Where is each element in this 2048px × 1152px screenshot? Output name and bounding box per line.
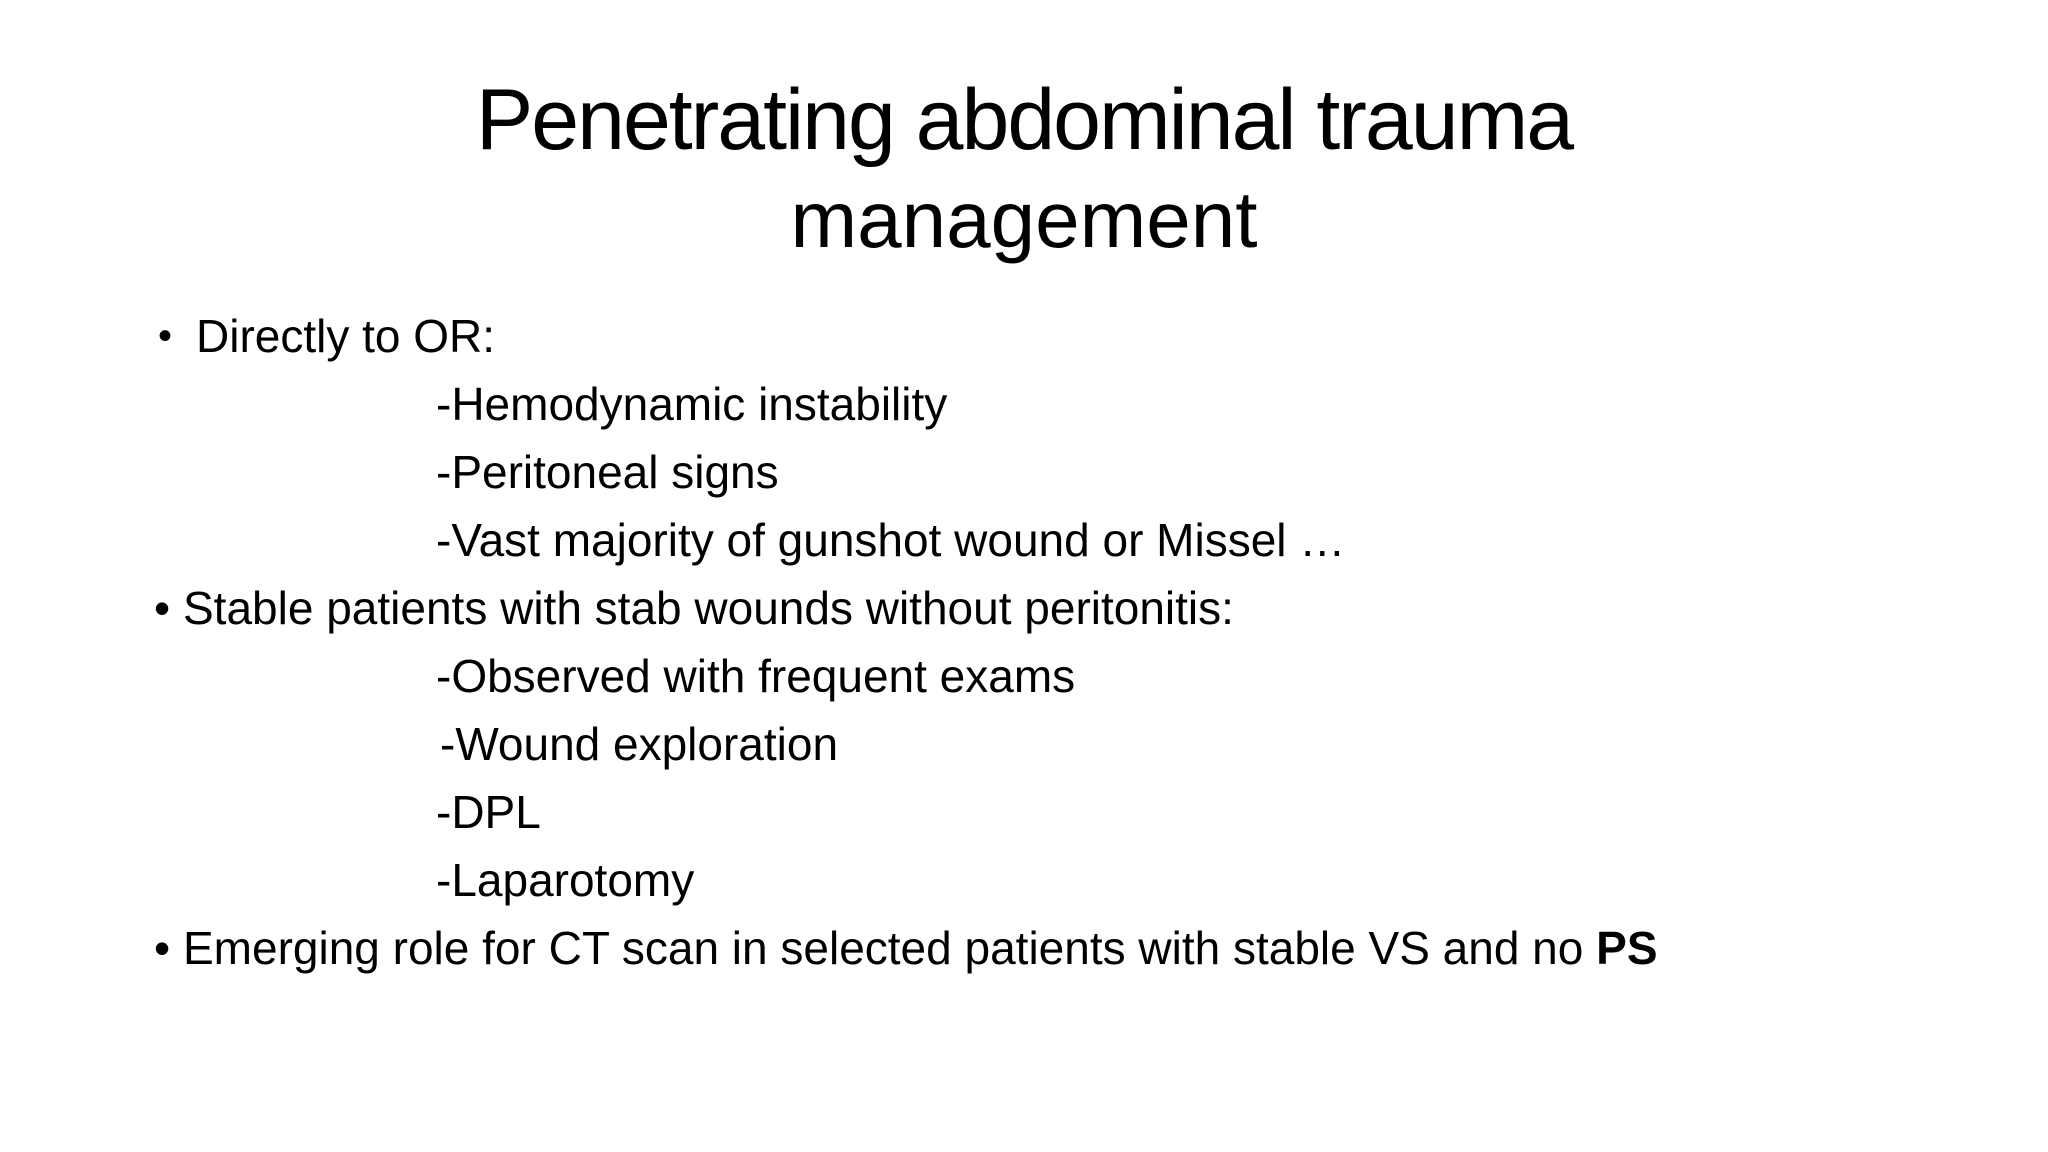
sub-item-laparotomy: -Laparotomy — [436, 854, 695, 906]
bullet-dot: • — [154, 582, 171, 634]
bullet-dot: • — [154, 922, 171, 974]
sub-item-dpl: -DPL — [436, 786, 541, 838]
sub-item-hemodynamic: -Hemodynamic instability — [436, 378, 948, 430]
ps-abbreviation: PS — [1596, 922, 1658, 974]
bullet-directly-to-or: Directly to OR: — [196, 310, 496, 362]
bullet-stable-patients: Stable patients with stab wounds without peritonitis: — [183, 582, 1234, 634]
sub-item-wound-exploration: -Wound exploration — [440, 718, 839, 770]
bullet-emerging-role-text: Emerging role for CT scan in selected patients with stable VS and no — [183, 922, 1597, 974]
sub-item-peritoneal: -Peritoneal signs — [436, 446, 779, 498]
bullet-emerging-role — [183, 920, 1658, 976]
slide-title: Penetrating abdominal trauma — [475, 72, 1573, 168]
sub-item-observed: -Observed with frequent exams — [436, 650, 1076, 702]
bullet-dot: • — [158, 314, 173, 358]
slide-subtitle: management — [790, 175, 1258, 264]
sub-item-gunshot: -Vast majority of gunshot wound or Missel … — [436, 514, 1346, 566]
